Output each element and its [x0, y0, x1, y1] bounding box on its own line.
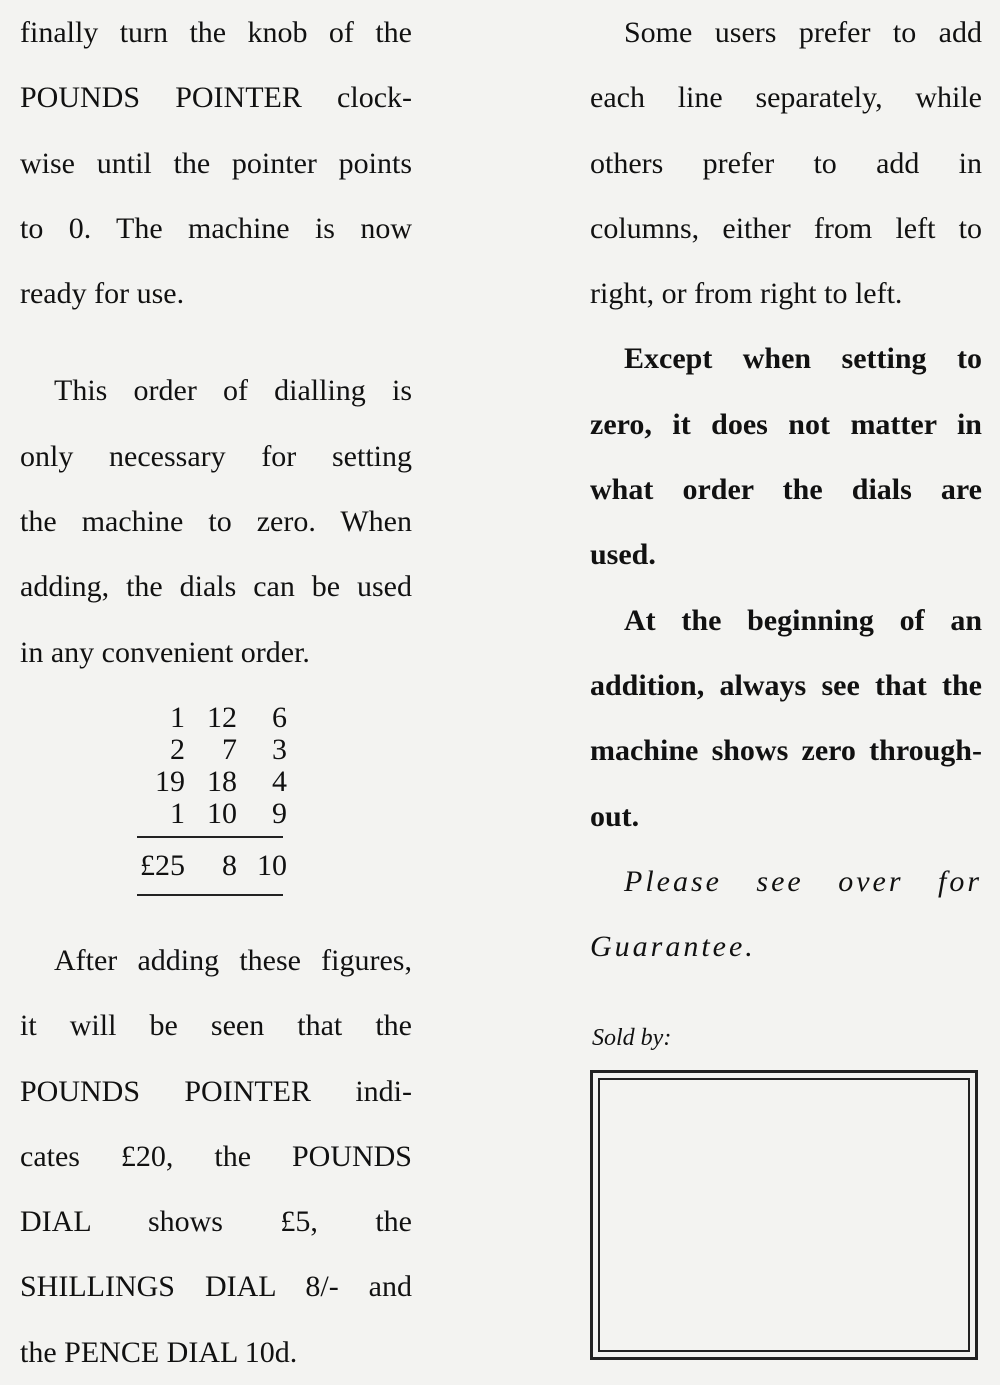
text-line: SHILLINGS DIAL 8/- and [20, 1270, 412, 1304]
sum-rule-top [137, 836, 283, 838]
sum-rule-bottom [137, 894, 283, 896]
text-line: the machine to zero. When [20, 505, 412, 539]
sum-row [137, 766, 287, 798]
text-line: Please see over for [624, 864, 982, 898]
right-paragraph-3 [590, 588, 982, 849]
sum-row [137, 798, 287, 830]
text-line: right, or from right to left. [590, 277, 903, 311]
text-line: used. [590, 538, 656, 572]
text-line: the PENCE DIAL 10d. [20, 1335, 298, 1369]
pounds-cell: 2 [170, 733, 185, 766]
text-line: zero, it does not matter in [590, 407, 982, 441]
dealer-stamp-box-inner-border [598, 1078, 970, 1352]
pence-cell: 4 [272, 765, 287, 798]
text-line: it will be seen that the [20, 1009, 412, 1043]
pounds-cell: 1 [170, 797, 185, 830]
text-line: others prefer to add in [590, 146, 982, 180]
sum-total-row [137, 850, 287, 882]
pence-cell: 9 [272, 797, 287, 830]
sold-by-label: Sold by: [592, 1025, 672, 1051]
text-line: After adding these figures, [54, 944, 412, 977]
sum-row [137, 734, 287, 766]
shillings-total: 8 [222, 849, 237, 882]
text-line: out. [590, 799, 640, 833]
sum-row [137, 702, 287, 734]
right-column [590, 0, 982, 979]
text-line: adding, the dials can be used [20, 570, 412, 604]
text-line: finally turn the knob of the [20, 16, 412, 49]
text-line: wise until the pointer points [20, 146, 412, 180]
text-line: POUNDS POINTER indi- [20, 1074, 412, 1108]
text-line: addition, always see that the [590, 668, 982, 702]
dealer-stamp-box [590, 1070, 978, 1360]
pence-total: 10 [257, 849, 287, 882]
text-line: columns, either from left to [590, 211, 982, 245]
right-paragraph-4 [590, 849, 982, 980]
text-line: what order the dials are [590, 473, 982, 507]
pence-cell: 3 [272, 733, 287, 766]
text-line: in any convenient order. [20, 635, 310, 669]
text-line: Some users prefer to add [624, 16, 982, 49]
pounds-cell: 1 [170, 701, 185, 734]
text-line: machine shows zero through- [590, 734, 982, 768]
left-paragraph-2 [20, 358, 412, 684]
pounds-total: £25 [140, 849, 185, 882]
right-paragraph-1 [590, 0, 982, 326]
shillings-cell: 10 [207, 797, 237, 830]
text-line: POUNDS POINTER clock- [20, 81, 412, 115]
addition-example [137, 702, 287, 896]
text-line: Guarantee. [590, 930, 756, 964]
pence-cell: 6 [272, 701, 287, 734]
text-line: ready for use. [20, 277, 185, 311]
text-line: cates £20, the POUNDS [20, 1139, 412, 1173]
text-line: DIAL shows £5, the [20, 1205, 412, 1239]
text-line: At the beginning of an [624, 603, 982, 637]
text-line: This order of dialling is [54, 374, 412, 408]
pounds-cell: 19 [155, 765, 185, 798]
text-line: Except when setting to [624, 342, 982, 376]
text-line: to 0. The machine is now [20, 211, 412, 245]
shillings-cell: 7 [222, 733, 237, 766]
text-line: only necessary for setting [20, 439, 412, 473]
right-paragraph-2 [590, 326, 982, 587]
shillings-cell: 12 [207, 701, 237, 734]
left-paragraph-1 [20, 0, 412, 326]
shillings-cell: 18 [207, 765, 237, 798]
text-line: each line separately, while [590, 81, 982, 115]
left-paragraph-3 [20, 928, 412, 1385]
